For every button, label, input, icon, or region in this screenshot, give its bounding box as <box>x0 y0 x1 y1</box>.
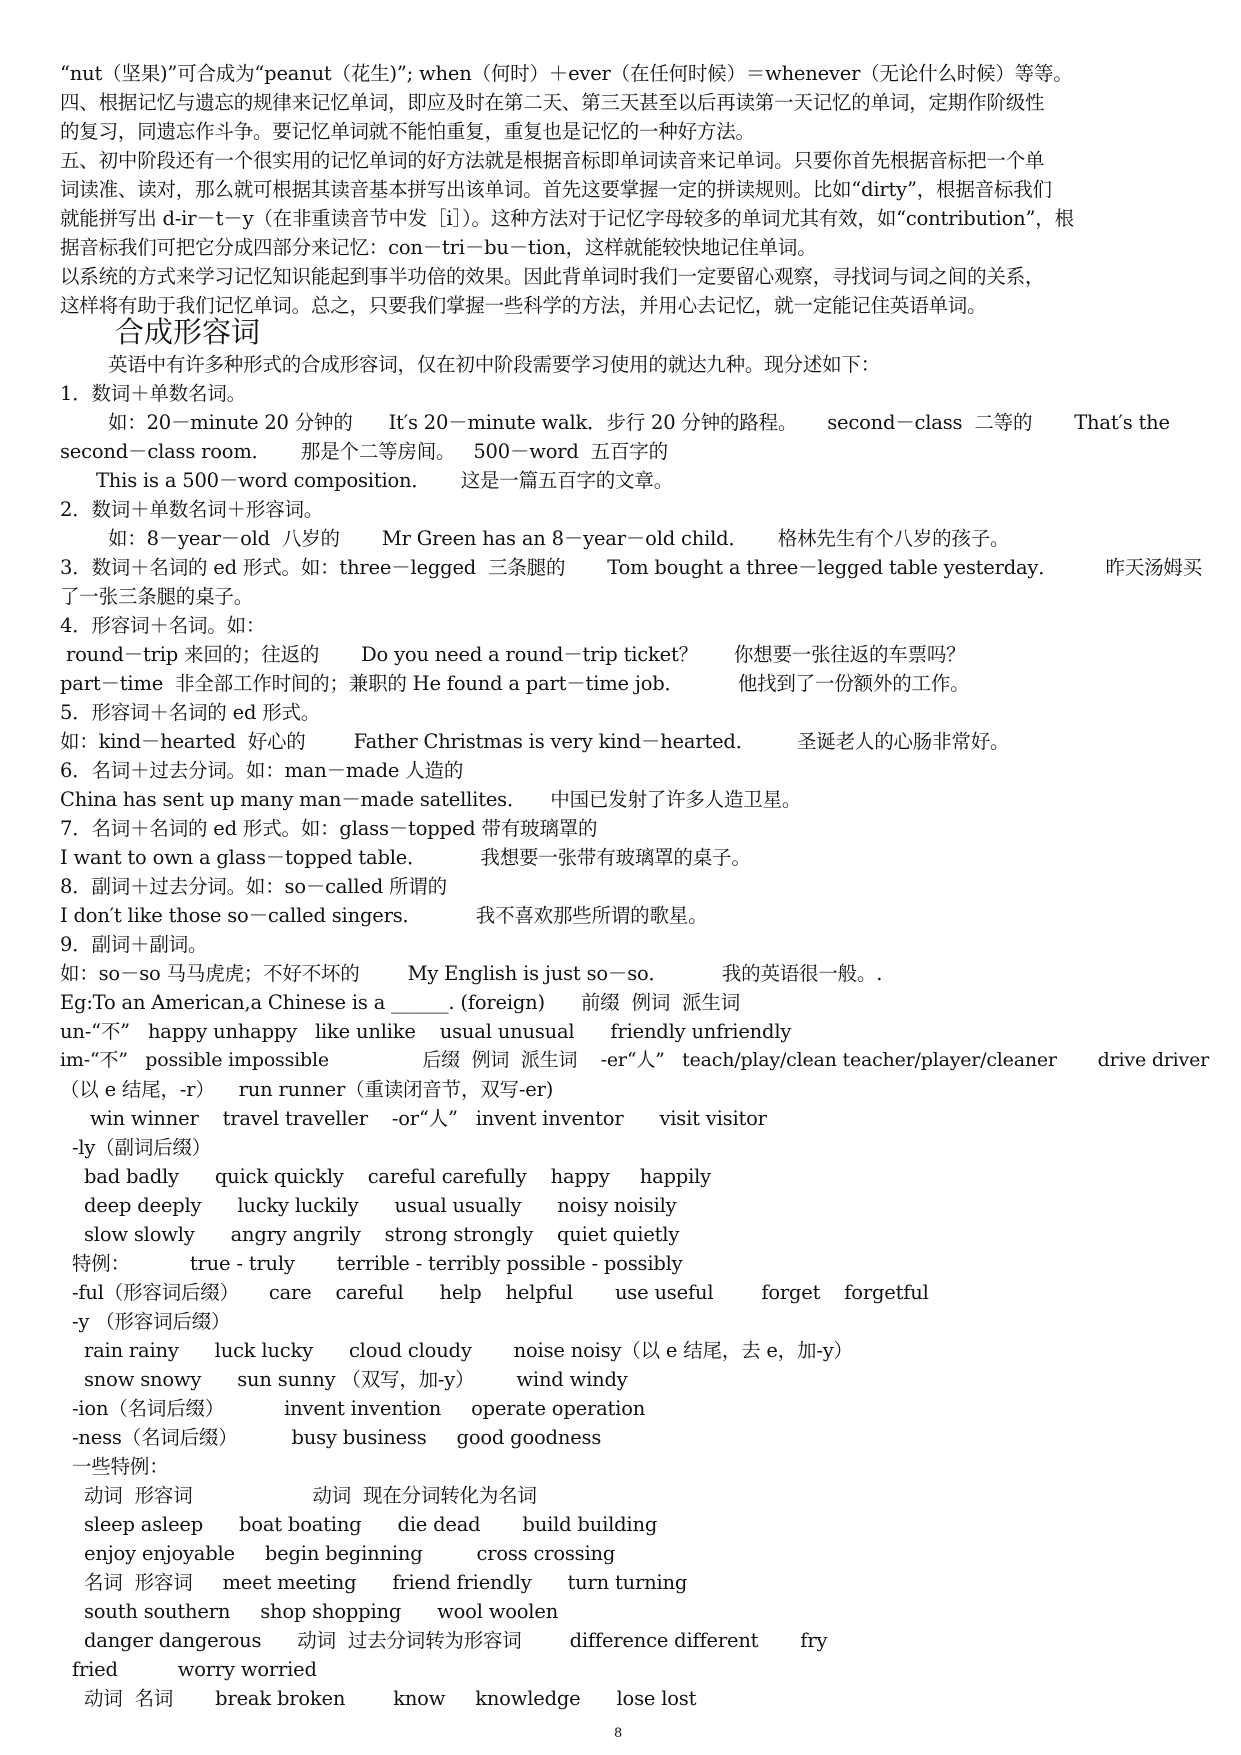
text-line: 了一张三条腿的桌子。 <box>60 585 254 608</box>
text-line: 如：20－minute 20 分钟的 It′s 20－minute walk．步行 20 分钟的路程。 second－class 二等的 That′s the <box>60 411 1170 434</box>
text-line: fried worry worried <box>60 1658 317 1681</box>
text-line: 动词 形容词 动词 现在分词转化为名词 <box>60 1484 537 1507</box>
text-line: 据音标我们可把它分成四部分来记忆：con－tri－bu－tion，这样就能较快地记住单词。 <box>60 236 817 259</box>
text-line: 7．名词＋名词的 ed 形式。如：glass－topped 带有玻璃罩的 <box>60 817 598 840</box>
text-line: -ness（名词后缀） busy business good goodness <box>60 1426 602 1449</box>
text-line: 如：kind－hearted 好心的 Father Christmas is very kind－hearted． 圣诞老人的心肠非常好。 <box>60 730 1010 753</box>
text-line: un-“不” happy unhappy like unlike usual unusual friendly unfriendly <box>60 1020 792 1043</box>
text-line: 以系统的方式来学习记忆知识能起到事半功倍的效果。因此背单词时我们一定要留心观察，寻找词与词之间的关系， <box>60 265 1045 288</box>
text-line: 3．数词＋名词的 ed 形式。如：three－legged 三条腿的 Tom bought a three－legged table yesterday． 昨天汤姆买 <box>60 556 1203 579</box>
text-line: part－time 非全部工作时间的；兼职的 He found a part－time job． 他找到了一份额外的工作。 <box>60 672 970 695</box>
text-line: 一些特例： <box>60 1455 169 1478</box>
text-line: 1．数词＋单数名词。 <box>60 382 246 405</box>
text-line: Eg:To an American,a Chinese is a ______. (foreign) 前缀 例词 派生词 <box>60 991 741 1014</box>
text-line: snow snowy sun sunny （双写，加-y） wind windy <box>60 1368 628 1391</box>
text-line: This is a 500－word composition． 这是一篇五百字的文章。 <box>60 469 674 492</box>
text-line: 动词 名词 break broken know knowledge lose lost <box>60 1687 697 1710</box>
text-line: China has sent up many man－made satellites． 中国已发射了许多人造卫星。 <box>60 788 802 811</box>
text-line: deep deeply lucky luckily usual usually noisy noisily <box>60 1194 677 1217</box>
text-line: I want to own a glass－topped table． 我想要一张带有玻璃罩的桌子。 <box>60 846 751 869</box>
text-line: 英语中有许多种形式的合成形容词，仅在初中阶段需要学习使用的就达九种。现分述如下： <box>60 353 880 376</box>
text-line: bad badly quick quickly careful carefully happy happily <box>60 1165 711 1188</box>
text-line: 的复习，同遗忘作斗争。要记忆单词就不能怕重复，重复也是记忆的一种好方法。 <box>60 120 755 143</box>
section-heading: 合成形容词 <box>115 315 261 349</box>
text-line: “nut（坚果)”可合成为“peanut（花生)”; when（何时）＋ever（在任何时候）＝whenever（无论什么时候）等等。 <box>60 62 1073 85</box>
text-line: rain rainy luck lucky cloud cloudy noise noisy（以 e 结尾，去 e，加-y） <box>60 1339 853 1362</box>
text-line: sleep asleep boat boating die dead build building <box>60 1513 658 1536</box>
text-line: 五、初中阶段还有一个很实用的记忆单词的好方法就是根据音标即单词读音来记单词。只要你首先根据音标把一个单 <box>60 149 1045 172</box>
text-line: second－class room． 那是个二等房间。 500－word 五百字的 <box>60 440 668 463</box>
text-line: 如：so－so 马马虎虎；不好不坏的 My English is just so－so． 我的英语很一般。. <box>60 962 883 985</box>
text-line: 特例： true - truly terrible - terribly possible - possibly <box>60 1252 683 1275</box>
text-line: 6．名词＋过去分词。如：man－made 人造的 <box>60 759 464 782</box>
text-line: -ly（副词后缀） <box>60 1136 212 1159</box>
text-line: 四、根据记忆与遗忘的规律来记忆单词，即应及时在第二天、第三天甚至以后再读第一天记忆的单词，定期作阶级性 <box>60 91 1045 114</box>
text-line: 9．副词＋副词。 <box>60 933 208 956</box>
text-line: -y （形容词后缀） <box>60 1310 231 1333</box>
text-line: 词读准、读对，那么就可根据其读音基本拼写出该单词。首先这要掌握一定的拼读规则。比如“dirty”，根据音标我们 <box>60 178 1052 201</box>
text-line: I don′t like those so－called singers． 我不喜欢那些所谓的歌星。 <box>60 904 708 927</box>
text-line: round－trip 来回的；往返的 Do you need a round－trip ticket？ 你想要一张往返的车票吗？ <box>60 643 966 666</box>
text-line: 名词 形容词 meet meeting friend friendly turn turning <box>60 1571 688 1594</box>
text-line: 这样将有助于我们记忆单词。总之，只要我们掌握一些科学的方法，并用心去记忆，就一定能记住英语单词。 <box>60 294 987 317</box>
text-line: win winner travel traveller -or“人” invent inventor visit visitor <box>60 1107 767 1130</box>
text-line: enjoy enjoyable begin beginning cross crossing <box>60 1542 616 1565</box>
text-line: 4．形容词＋名词。如： <box>60 614 266 637</box>
text-line: danger dangerous 动词 过去分词转为形容词 difference different fry <box>60 1629 828 1652</box>
text-line: 5．形容词＋名词的 ed 形式。 <box>60 701 321 724</box>
text-line: south southern shop shopping wool woolen <box>60 1600 559 1623</box>
text-line: （以 e 结尾，-r） run runner（重读闭音节，双写-er) <box>60 1078 554 1101</box>
text-line: 如：8－year－old 八岁的 Mr Green has an 8－year－old child． 格林先生有个八岁的孩子。 <box>60 527 1010 550</box>
text-line: -ful（形容词后缀） care careful help helpful use useful forget forgetful <box>60 1281 929 1304</box>
text-line: -ion（名词后缀） invent invention operate operation <box>60 1397 646 1420</box>
text-line: 就能拼写出 d-ir－t－y（在非重读音节中发［i］）。这种方法对于记忆字母较多的单词尤其有效，如“contribution”，根 <box>60 207 1074 230</box>
text-line: 2．数词＋单数名词＋形容词。 <box>60 498 324 521</box>
text-line: slow slowly angry angrily strong strongly quiet quietly <box>60 1223 680 1246</box>
text-line: im-“不” possible impossible 后缀 例词 派生词 -er“人” teach/play/clean teacher/player/cleaner drive driver <box>60 1049 1210 1071</box>
page-number: 8 <box>614 1726 623 1741</box>
text-line: 8．副词＋过去分词。如：so－called 所谓的 <box>60 875 447 898</box>
